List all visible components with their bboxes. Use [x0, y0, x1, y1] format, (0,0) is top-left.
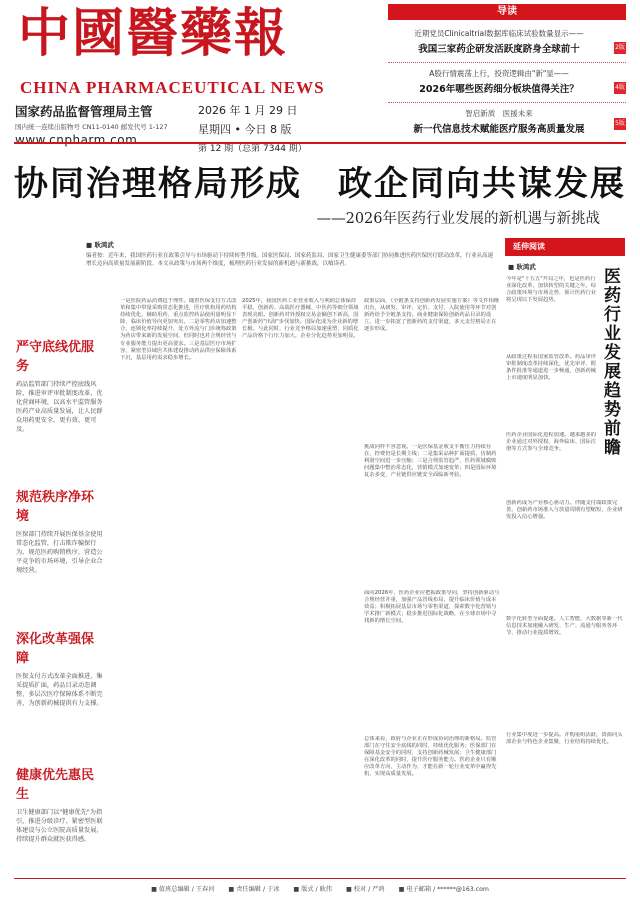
- issue-number: 第 12 期（总第 7344 期）: [198, 144, 307, 154]
- guide-sub: 智启新质 医援未来: [465, 109, 533, 118]
- right-paragraph: 行业集中度进一步提高。并购重组活跃，资源向头部企业与特色企业集聚，行业结构持续优化。: [506, 732, 623, 746]
- right-column-bar: 延伸阅读: [505, 238, 625, 256]
- weekday-edition: 星期四 • 今日 8 版: [198, 123, 292, 136]
- right-paragraph: 创新药成为产业核心驱动力。伴随支付端政策完善，创新药市场准入与放量周期有望缩短，企业研发投入信心增强。: [506, 500, 623, 521]
- masthead-english: CHINA PHARMACEUTICAL NEWS: [20, 78, 325, 97]
- guide-page-badge: 5版: [614, 118, 626, 130]
- sidebar-box-3: [16, 628, 106, 708]
- right-paragraph: 医药企业国际化进程加速。越来越多的企业通过对外授权、海外临床、国际注册等方式参与全球竞争。: [506, 432, 597, 453]
- sidebar-title: 严守底线优服务: [16, 340, 95, 374]
- footer-item: ■ 值班总编辑 / 王春河: [151, 886, 215, 893]
- right-byline: ■ 耿鸿武: [508, 263, 536, 271]
- publication-numbers: 国内统一连续出版物号 CN11-0140 邮发代号 1-127: [15, 123, 168, 131]
- guide-item[interactable]: [388, 68, 610, 95]
- byline-text: ■ 耿鸿武: [86, 241, 114, 249]
- guide-sub: A股行情震荡上行，投资逻辑由"新"显——: [429, 69, 569, 78]
- guide-divider: [388, 62, 626, 63]
- guide-main[interactable]: 2026年哪些医药细分板块值得关注？: [419, 84, 579, 95]
- byline: [86, 240, 114, 249]
- org-line: 国家药品监督管理局主管: [15, 104, 153, 119]
- website[interactable]: www.cnpharm.com: [15, 133, 138, 147]
- issue-date: 2026 年 1 月 29 日: [198, 104, 298, 117]
- sidebar-title: 健康优先惠民生: [16, 768, 95, 802]
- right-column-text-bottom: [506, 500, 626, 866]
- right-paragraph: 今年是"十五五"开局之年，也是医药行业深化改革、加快转型的关键之年。综合政策环境与市场走势，预计医药行业将呈现以下发展趋势。: [506, 276, 597, 304]
- guide-divider: [388, 102, 626, 103]
- sidebar-text: 医保部门持续开展医保基金使用常态化监管，打击欺诈骗保行为，规范医药购销秩序，营造公平竞争的市场环境，引导企业合规经营。: [16, 531, 103, 574]
- guide-item[interactable]: [388, 108, 610, 135]
- footer-item: ■ 责任编辑 / 于冰: [228, 886, 280, 893]
- sidebar-text: 药品监管部门持续严控底线风险，推进审评审批制度改革，优化营商环境，以高水平监管服务医药产业高质量发展，让人民群众用药更安全、更有效、更可及。: [16, 381, 103, 433]
- subheadline: ——2026年医药行业发展的新机遇与新挑战: [316, 211, 600, 227]
- footer-item: ■ 校对 / 严鸿: [345, 886, 385, 893]
- right-paragraph: 从政策过程看国家监管改革。药品审评审批制度改革持续深化，优先审评、附条件批准等通道进一步畅通，创新药械上市速度明显加快。: [506, 354, 597, 382]
- sidebar-title: 规范秩序净环境: [16, 490, 95, 524]
- headline: 协同治理格局形成 政企同向共谋发展: [14, 164, 626, 204]
- masthead-info-left: [15, 102, 190, 147]
- body-column-6: 总体来看，政府与企业正在形成协同治理的新格局。监管部门在守住安全底线的同时，持续优化服务；医保部门在保障基金安全的同时，支持创新药械发展；卫生健康部门在深化改革的同时，提升医疗服务能力。医药企业只有顺应改革方向，主动作为，才能在新一轮行业变革中赢得先机，实现高质量发展。: [364, 736, 497, 778]
- guide-page-badge: 2版: [614, 42, 626, 54]
- guide-header: 导读: [388, 4, 626, 20]
- guide-sub: 近期党员Clinicaltrial数据库临床试验数量显示——: [414, 29, 584, 38]
- footer-rule: [14, 878, 626, 879]
- footer-item: ■ 电子邮箱 / ******@163.com: [398, 886, 489, 893]
- guide-page-badge: 4版: [614, 82, 626, 94]
- right-vertical-title: 医药行业发展趋势前瞻: [604, 267, 621, 458]
- sidebar-box-4: [16, 764, 106, 844]
- body-column-3: 政策层面，《全链条支持创新药发展实施方案》等文件相继出台，从研发、审评、定价、支付、入院使用等环节对创新药给予全链条支持。商业健康保险创新药品目录的设立，进一步拓宽了创新药的支付渠道，多元支付格局正在逐步形成。: [364, 298, 500, 333]
- editor-note: 编者按：近年来，我国医药行业在政策引导与市场驱动下持续转型升级。国家医保局、国家药监局、国家卫生健康委等部门协同推进医药医保医疗联动改革，行业从高速增长迈向高质量发展新阶段。本文从政策与市场两个维度，梳理医药行业发展的新机遇与新挑战，以飨读者。: [86, 253, 494, 267]
- right-paragraph: 数字化转型全面提速。人工智能、大数据等新一代信息技术加速融入研发、生产、流通与服务各环节，推动行业提质增效。: [506, 616, 623, 637]
- sidebar-box-1: [16, 336, 106, 434]
- guide-box: [388, 4, 626, 136]
- masthead-rule: [14, 142, 626, 144]
- sidebar-text: 医保支付方式改革全面推进，集采提质扩面，药品目录动态调整，多层次医疗保障体系不断完善，为创新药械提供有力支撑。: [16, 673, 103, 707]
- body-column-2: 2025年，我国医药工业营业收入与利润总体保持平稳，创新药、高端医疗器械、中医药等细分领域表现亮眼。创新药对外授权交易金额创下新高，国产创新药"出海"步伐加快，国际化成为企业新的增长极。与此同时，行业竞争格局加速重塑，同质化产品价格下行压力加大，企业分化趋势更加明显。: [242, 298, 359, 340]
- sidebar-box-2: [16, 486, 106, 575]
- sidebar-title: 深化改革强保障: [16, 632, 95, 666]
- guide-item[interactable]: [388, 28, 610, 55]
- masthead-title: 中國醫藥報: [18, 3, 289, 64]
- guide-main[interactable]: 我国三家药企研发活跃度跻身全球前十: [418, 44, 580, 55]
- footer: [14, 884, 626, 893]
- body-column-1: 一是医院药品消费趋于理性。随着医保支付方式改革和集中带量采购常态化推进，医疗机构用药结构持续优化，辅助用药、重点监控药品使用量明显下降，临床价值导向更加突出。二是零售药店加速整合，连锁化率持续提升，处方外流与门诊统筹政策为药店带来新的发展空间，但同时也对合规经营与专业服务能力提出更高要求。三是基层医疗市场扩容，紧密型县域医共体建设推动药品供应保障体系下沉，基层用药需求稳步增长。: [120, 298, 237, 361]
- masthead-info-right: [198, 102, 378, 154]
- guide-main[interactable]: 新一代信息技术赋能医疗服务高质量发展: [413, 124, 585, 135]
- body-column-5: 面向2026年，医药企业应把握政策导向，坚持创新驱动与合规经营并重，加强产品管线布局，提升临床价值与成本效益；积极拓展基层市场与零售渠道，探索数字化营销与学术推广新模式；稳步推进国际化战略，在全球市场中寻找新的增长空间。: [364, 590, 500, 625]
- right-column-text-top: [506, 276, 600, 490]
- footer-item: ■ 版式 / 耿伟: [293, 886, 332, 893]
- body-column-4: 挑战同样不容忽视。一是医保基金收支平衡压力持续存在，控费仍是长期主线；二是集采品种扩面提质，仿制药利润空间进一步压缩；三是合规监管趋严，医药领域腐败问题集中整治常态化，营销模式加速变革；四是国际环境复杂多变，产业链供应链安全面临新考验。: [364, 444, 497, 479]
- sidebar-text: 卫生健康部门以"健康优先"为指引，推进分级诊疗、紧密型医联体建设与公立医院高质量发展，持续提升群众就医获得感。: [16, 809, 103, 843]
